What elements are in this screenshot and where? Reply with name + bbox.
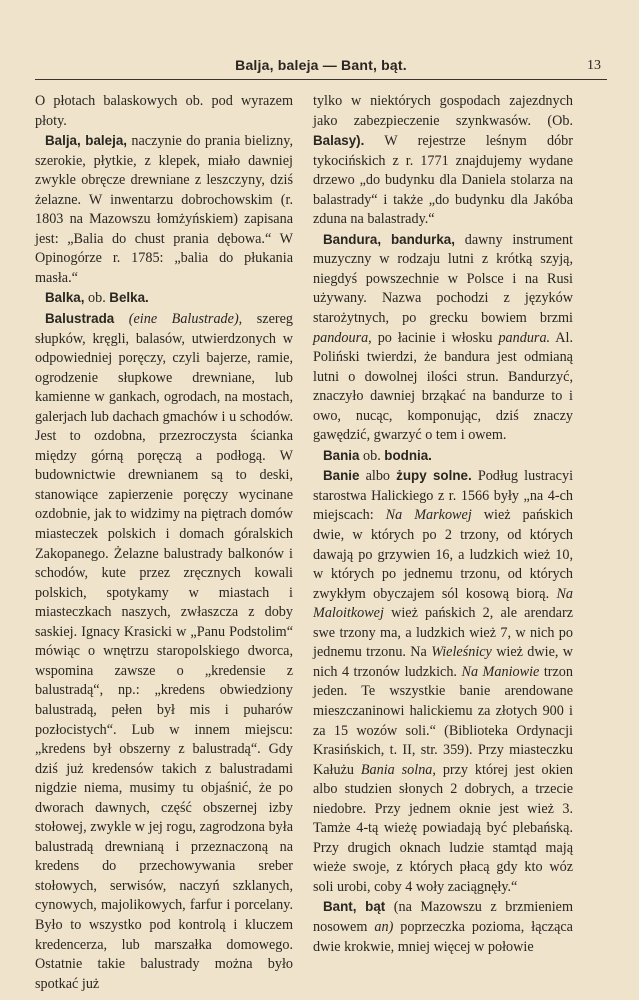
entry-bandura bbox=[313, 230, 573, 446]
entry-italic-text: Bania solna, bbox=[360, 761, 436, 778]
entry-italic-text: Wieleśnicy bbox=[431, 644, 492, 661]
entry-text: naczynie do prania bielizny, szerokie, płytkie, z klepek, miało dawniej zwykle obręcze drewniane z leszczyny, dziś żelazne. W inwentarzu dobrochowskim (r. 1803 na Mazowszu łomżyńskiem) zapisana jest: „Balia do chust prania dębowa.“ W Opinogórze r. 1785: „balia do płukania masła.“ bbox=[35, 133, 293, 286]
entry-text: (na Mazowszu z brzmieniem nosowem bbox=[313, 899, 573, 935]
entry-italic-text: pandura. bbox=[498, 329, 551, 346]
entry-text: O płotach balaskowych ob. pod wyrazem płoty. bbox=[35, 93, 293, 129]
header-rule bbox=[35, 79, 607, 80]
right-column bbox=[313, 92, 573, 957]
entry-text: po łacinie i włosku bbox=[371, 329, 499, 346]
entry-text: dawny instrument muzyczny w rodzaju lutni z krótką szyją, niegdyś powszechnie w Polsce i na Rusi używany. Nazwa pochodzi z języków starożytnych, po grecku bowiem brzmi bbox=[313, 231, 573, 327]
entry-balka bbox=[35, 288, 293, 309]
entry-text: W rejestrze leśnym dóbr tykocińskich z r. 1771 znajdujemy wydane drzewo „do budynku dla Daniela stolarza na balastrady“ i także „do budynku dla Jakóba zduna na balastrady.“ bbox=[313, 133, 573, 228]
entry-text: wież pańskich 2, ale arendarz swe trzony ma, a ludzkich wież 7, w nich po jednemu trzonu. Na bbox=[313, 605, 573, 661]
entry-paragraph bbox=[313, 92, 573, 230]
entry-text: Al. Poliński twierdzi, że bandura jest odmianą lutni o dowolnej ilości strun. Bandurzyć, znaczyło dawniej brząkać na bandurze to i owo, nucąc, komponując, dziś znaczy gawędzić, gwarzyć o tem i owem. bbox=[313, 329, 574, 444]
entry-text: Podług lustracyi starostwa Halickiego z r. 1566 były „na 4-ch miejscach: bbox=[313, 468, 574, 524]
entry-italic-text: Na Markowej bbox=[385, 507, 472, 524]
entry-text: trzon jeden. Te wszystkie banie arendowane mieszczaninowi halickiemu za złotych 900 i za 15 wozów soli.“ (Biblioteka Ordynacji Krasińskich, t. II, str. 359). Przy miasteczku Kałużu bbox=[313, 663, 573, 778]
entry-headword: Bandura, bandurka, bbox=[323, 231, 455, 247]
entry-headword: Bania bbox=[323, 447, 360, 463]
cross-reference: bodnia. bbox=[384, 447, 432, 463]
entry-text: wież dwie, w nich 4 trzonów ludzkich. bbox=[313, 644, 574, 680]
entry-text: tylko w niektórych gospodach zajezdnych jako zabezpieczenie szynkwasów. (Ob. bbox=[313, 93, 573, 129]
running-head: Balja, baleja — Bant, bąt. bbox=[235, 57, 407, 73]
entry-text: przy której jest okien albo studzien słonych 2 dobrych, a trzecie niedobre. Przy jednem oknie jest wież 3. Tamże 4-tą wieżę powiadają być plebańską. Przy drugich oknach ludzie stamtąd mają wieże swoje, z których płacą gdy kto wóz soli urobi, coby 4 woły zaciągnęły.“ bbox=[313, 761, 573, 895]
page-header bbox=[35, 55, 607, 77]
entry-italic-text: pandoura, bbox=[313, 329, 372, 346]
entry-text: wież pańskich dwie, w których po 2 trzony, od których dawają po grzywien 16, a ludzkich wież 10, w których po jednemu trzonu, od których zwykłym obyczajem sól kosową biorą. bbox=[313, 507, 573, 602]
entry-bant bbox=[313, 897, 573, 957]
entry-text: ob. bbox=[359, 447, 385, 464]
entry-text: poprzeczka pozioma, łącząca dwie krokwie, mniej więcej w połowie bbox=[313, 918, 573, 955]
entry-headword: Banie bbox=[323, 468, 360, 484]
page-number: 13 bbox=[587, 58, 601, 73]
entry-italic-text: Na Maniowie bbox=[461, 663, 540, 680]
entry-headword: Balja, baleja, bbox=[45, 133, 127, 149]
entry-banie bbox=[313, 466, 573, 897]
left-column bbox=[35, 92, 293, 994]
entry-italic-text: Na Maloitkowej bbox=[313, 585, 573, 622]
entry-paragraph bbox=[35, 92, 293, 131]
entry-text: szereg słupków, kręgli, balasów, utwierdzonych w odpowiedniej poręczy, czyli bajerze, ramie, ogrodzenie słupkowe drewniane, lub kamienne w gankach, ogrodach, na mostach, galerjach lub dachach gmachów i u schodów. Jest to ozdobna, przezroczysta ścianka między górną poręczą a podłogą. W budownictwie drewnianem są to deski, stanowiące zapierzenie poręczy wycinane ozdobnie, jak to widzimy na piętrach domów miasteczek polskich i domach góralskich Zakopanego. Żelazne balustrady balkonów i schodów, kute przez zręcznych kowali polskich, spotykamy w miastach i miasteczkach naszych, zwłaszcza z doby saskiej. Ignacy Krasicki w „Panu Podstolim“ mówiąc o wnętrzu staropolskiego dworca, wspomina zawsze o „kredensie z balustradą“, np.: „kredens obwiedziony balustradą, pełen był mis i puharów pozłocistych“. Lub w innem miejscu: „kredens był obszerny z balustradą“. Gdy dziś już kredensów takich z balustradami nigdzie niema, musimy tu objaśnić, że po dworach dawnych, część obszernej izby stołowej, zwykle w jej rogu, zagrodzona była balustradą drewnianą i przeznaczoną na kredens do przechowywania sreber stołowych, serwisów, naczyń szklanych, cynowych, majolikowych, farfur i porcelany. Było to wszystko pod kontrolą i kluczem kredencerza, lub marszałka domowego. Ostatnie takie balustrady można było spotkać już bbox=[35, 311, 294, 992]
entry-headword: Bant, bąt bbox=[323, 899, 386, 915]
entry-italic-text: an) bbox=[374, 918, 394, 935]
entry-headword: Balustrada bbox=[45, 311, 115, 327]
entry-text: albo bbox=[359, 468, 397, 485]
entry-headword: żupy solne. bbox=[396, 468, 472, 484]
entry-italic-text: (eine Balustrade), bbox=[114, 311, 243, 328]
entry-balustrada bbox=[35, 309, 293, 994]
entry-headword: Balka, bbox=[45, 290, 85, 306]
entry-balja bbox=[35, 131, 293, 288]
cross-reference: Belka. bbox=[109, 290, 149, 306]
entry-bania bbox=[313, 446, 573, 467]
cross-reference: Balasy). bbox=[313, 133, 365, 149]
entry-text: ob. bbox=[84, 290, 110, 307]
